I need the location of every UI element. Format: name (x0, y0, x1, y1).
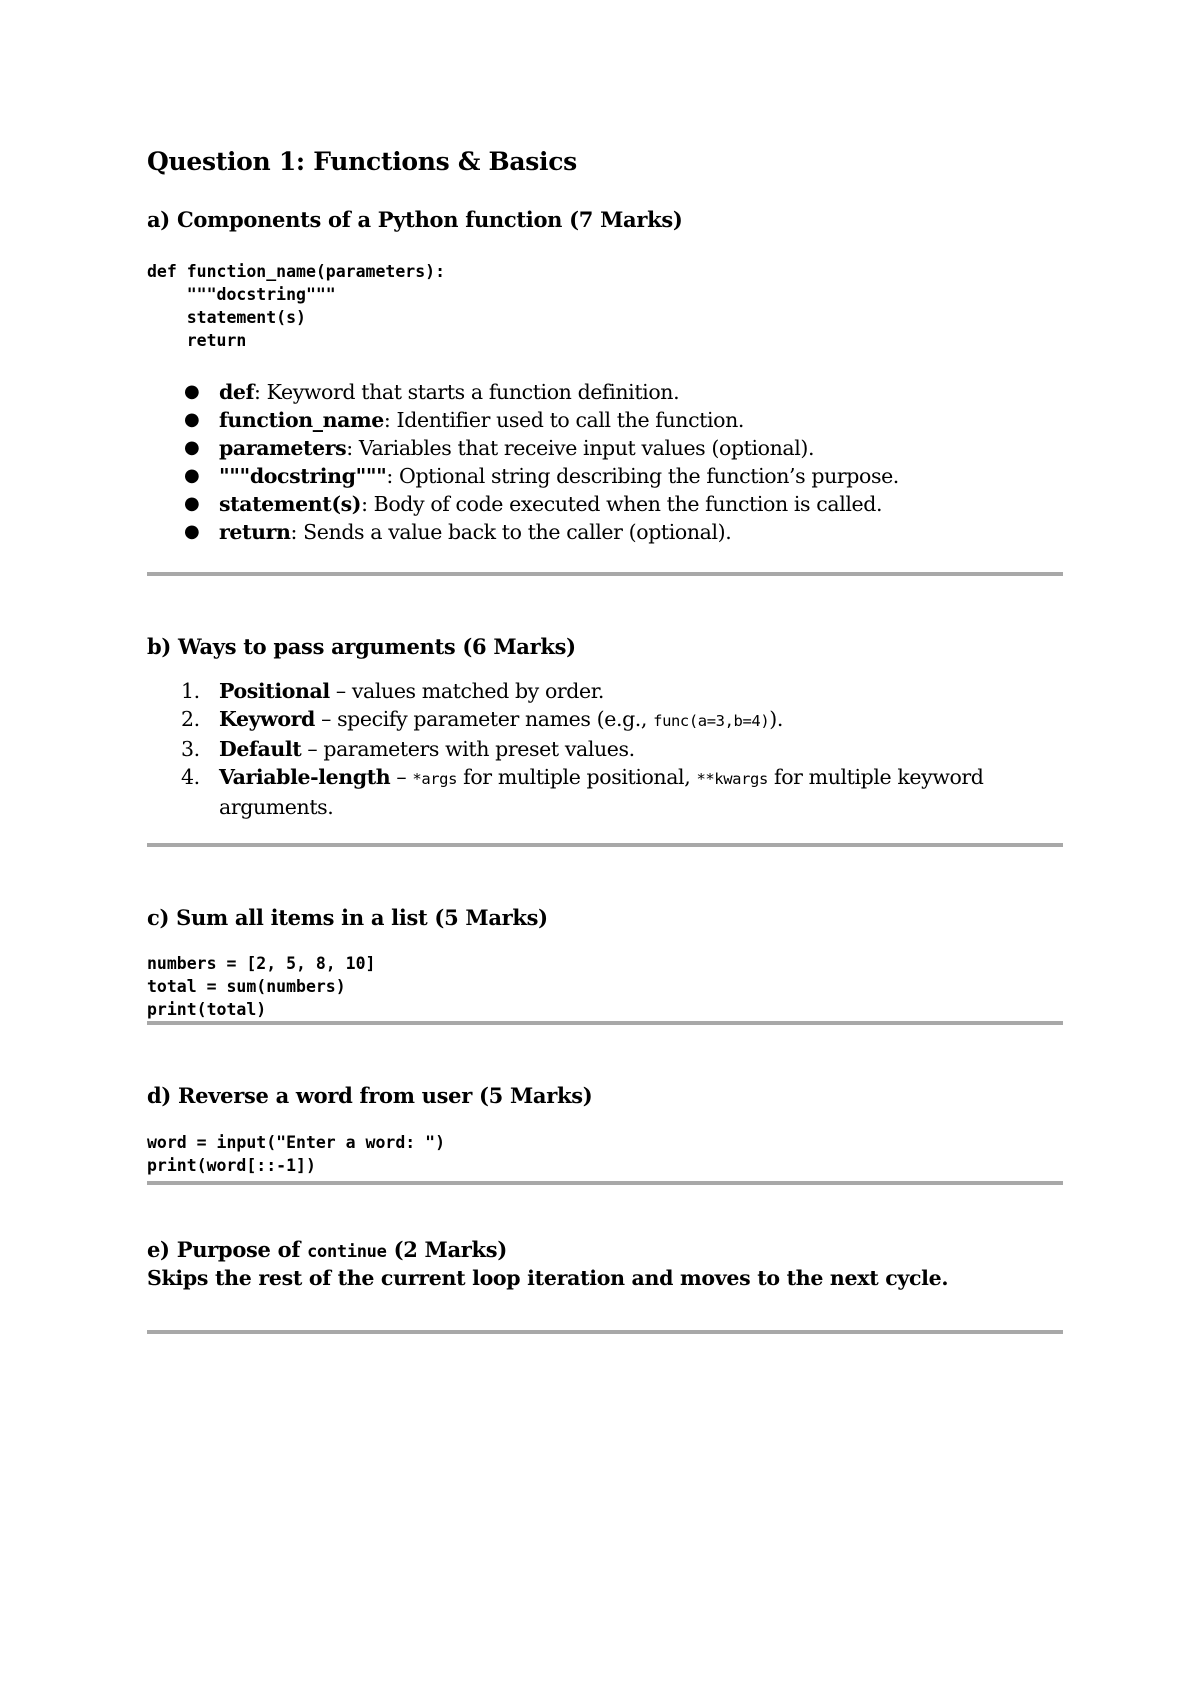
list-item-term: """docstring""" (219, 463, 387, 488)
list-item-desc: – parameters with preset values. (301, 737, 635, 762)
list-item (147, 378, 1063, 406)
bullet-icon: ● (184, 436, 200, 458)
bullet-icon: ● (184, 380, 200, 402)
section-e-heading (147, 1237, 1063, 1262)
list-item-term: Default (219, 737, 302, 762)
bullet-icon: ● (184, 492, 200, 514)
list-item-term: return (219, 519, 291, 544)
list-item-desc-after: ). (769, 707, 783, 732)
section-divider (147, 1181, 1063, 1185)
list-item-desc: – specify parameter names (e.g., (314, 707, 654, 732)
section-c-heading: c) Sum all items in a list (5 Marks) (147, 905, 548, 931)
list-item-desc: – (390, 765, 413, 790)
list-item (147, 735, 1063, 763)
section-b-list (147, 677, 1063, 821)
section-divider (147, 1021, 1063, 1025)
list-item (147, 406, 1063, 434)
list-item (147, 518, 1063, 546)
list-number: 1. (181, 679, 200, 704)
section-divider (147, 843, 1063, 847)
list-item-desc: : Sends a value back to the caller (optional). (290, 519, 732, 544)
list-item (147, 434, 1063, 462)
section-d-code: word = input("Enter a word: ") print(word[::-1]) (147, 1132, 446, 1175)
section-c-code: numbers = [2, 5, 8, 10] total = sum(numbers) print(total) (147, 954, 376, 1020)
bullet-icon: ● (184, 464, 200, 486)
document-page (147, 148, 1063, 1334)
list-number: 2. (181, 707, 200, 732)
list-item (147, 462, 1063, 490)
inline-code: continue (307, 1241, 387, 1262)
section-divider (147, 572, 1063, 576)
bullet-icon: ● (184, 520, 200, 542)
section-divider (147, 1330, 1063, 1334)
list-item (147, 705, 1063, 735)
section-a-code: def function_name(parameters): """docstring""" statement(s) return (147, 261, 446, 350)
list-item-desc: : Identifier used to call the function. (383, 407, 745, 432)
list-item-term: statement(s) (219, 491, 362, 516)
section-e-answer: Skips the rest of the current loop iteration and moves to the next cycle. (147, 1265, 949, 1290)
list-item-desc: : Variables that receive input values (optional). (346, 435, 815, 460)
section-b-heading: b) Ways to pass arguments (6 Marks) (147, 633, 576, 659)
bullet-icon: ● (184, 408, 200, 430)
list-item-term: Keyword (219, 707, 315, 732)
section-e-heading-suffix: (2 Marks) (386, 1236, 507, 1262)
list-item-term: Variable-length (219, 765, 391, 790)
list-item-desc: : Optional string describing the function’s purpose. (386, 463, 899, 488)
list-item-desc-after: for multiple keyword arguments. (219, 765, 984, 820)
list-number: 4. (181, 765, 200, 790)
list-item-term: function_name (219, 407, 384, 432)
list-item-desc: : Body of code executed when the function is called. (361, 491, 883, 516)
list-item (147, 677, 1063, 705)
inline-code: func(a=3,b=4) (653, 712, 770, 731)
list-item (147, 490, 1063, 518)
list-item-term: parameters (219, 435, 347, 460)
list-item-desc: – values matched by order. (329, 679, 605, 704)
page-title: Question 1: Functions & Basics (147, 147, 577, 176)
list-item-desc-mid: for multiple positional, (457, 765, 697, 790)
list-item-term: Positional (219, 679, 330, 704)
section-e-heading-prefix: e) Purpose of (147, 1236, 308, 1262)
list-item-term: def (219, 379, 254, 404)
list-item (147, 763, 1063, 821)
section-d-heading: d) Reverse a word from user (5 Marks) (147, 1083, 593, 1109)
list-item-desc: : Keyword that starts a function definition. (254, 379, 680, 404)
section-a-list (147, 378, 1063, 546)
section-a-heading: a) Components of a Python function (7 Marks) (147, 206, 683, 232)
inline-code: *args (412, 770, 458, 789)
inline-code: **kwargs (696, 770, 768, 789)
list-number: 3. (181, 737, 200, 762)
